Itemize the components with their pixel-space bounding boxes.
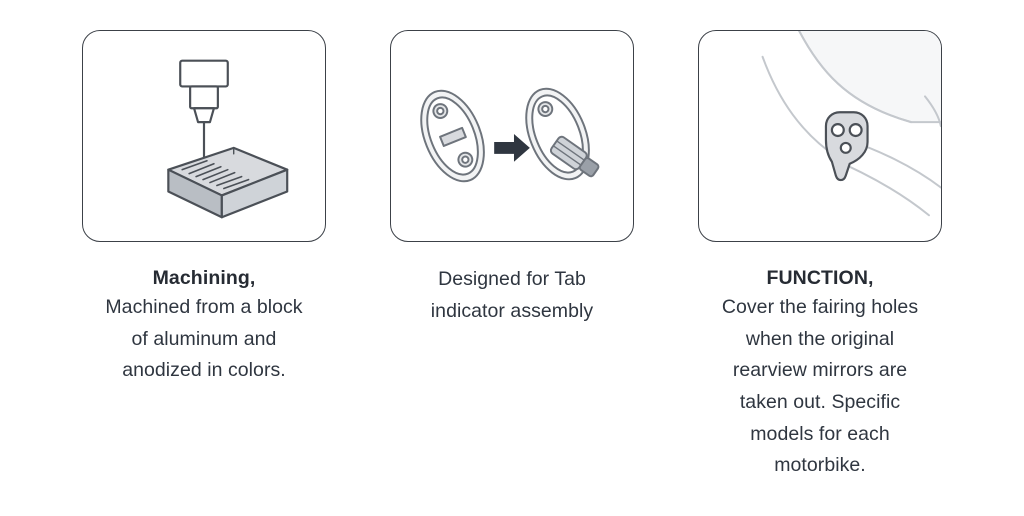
caption-title-function: FUNCTION, [766,267,874,289]
caption-line: rearview mirrors are [732,359,908,382]
caption-line: anodized in colors. [122,359,286,382]
arrow-right-icon [494,134,530,162]
caption-line: indicator assembly [430,299,594,322]
caption-line: Cover the fairing holes [721,296,919,319]
caption-line: motorbike. [774,454,866,477]
caption-tab-indicator [387,264,637,327]
caption-line: of aluminum and [131,327,277,350]
caption-line: when the original [745,327,895,350]
feature-card-tab-indicator [386,30,638,327]
caption-line: taken out. Specific [739,391,901,413]
fairing-hole-cover-icon [699,31,941,241]
cnc-milling-block-icon [83,31,325,241]
caption-body-tab-indicator [387,264,637,327]
tab-indicator-assembly-icon [391,31,633,241]
caption-line: Designed for Tab [438,268,586,290]
feature-card-function [694,30,946,482]
caption-machining [79,264,329,387]
caption-line: Machined from a block [105,296,303,319]
illustration-frame-tab-indicator [390,30,634,242]
illustration-frame-function [698,30,942,242]
feature-card-machining [78,30,330,387]
caption-function [695,264,945,482]
caption-body-function [695,292,945,481]
caption-line: models for each [750,422,890,445]
caption-title-machining: Machining, [152,267,256,289]
illustration-frame-machining [82,30,326,242]
caption-body-machining [79,292,329,387]
